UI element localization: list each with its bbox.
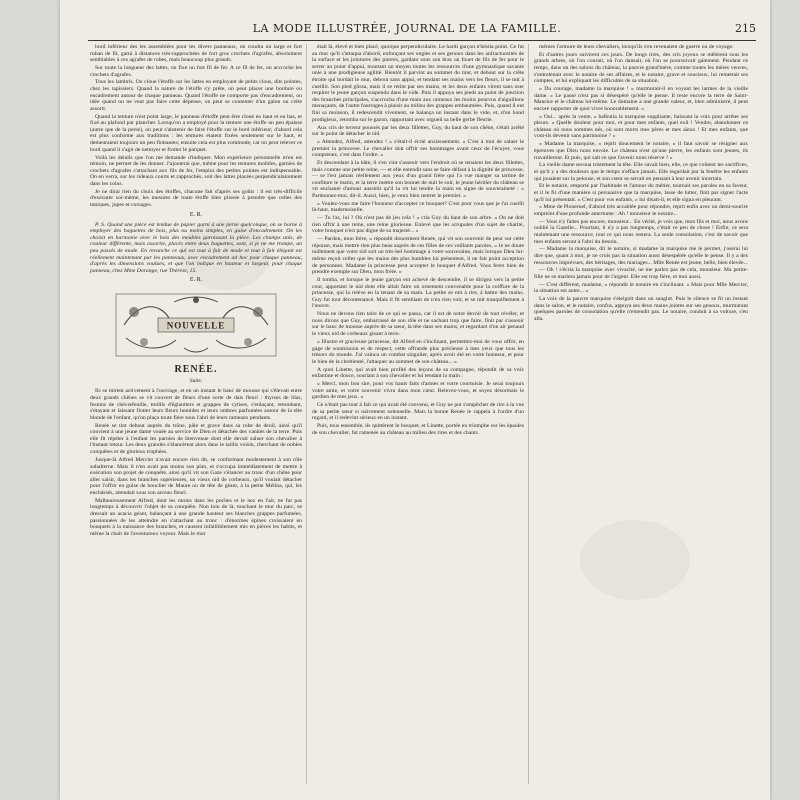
story-paragraph: « Du courage, madame la marquise ! » murmurait-il en voyant les larmes de la vieille dame. « Le passé n'est pas si désespéré qu'elle le pense. Il reste encore la terre de Saint-Maurice et le château lui-même. Le domaine a une grande valeur, et, bien administré, il peut encore rapporter de quoi vivre honorablement. » (534, 86, 748, 112)
header-rule (88, 40, 756, 41)
journal-title: LA MODE ILLUSTRÉE, JOURNAL DE LA FAMILLE. (252, 21, 562, 35)
story-subtitle: Suite. (189, 377, 203, 384)
column-divider (528, 44, 529, 784)
story-paragraph: — Pardon, mon frère, » répondit doucement Renée, qui vit son souvenir de peur sur cette réponse, mais mettre rien plus beau auprès de ces filles de ces vaillants paroles, « Je ne doute nullement que votre nid soit un très-bel hommage à votre souveraine, mais lorsque Dieu lui-même reçoit celles que les mains des plus humbles lui présentent, il ne fait point acception de personnes. Madame la princesse peut accepter le bouquet d'Alfred. Vous ferez bien de prendre exemple sur Dieu, mon frère. » (312, 236, 524, 276)
story-paragraph: Il tomba, et lorsque le jeune garçon eut achevé de descendre, il se dirigea vers la petite cour, apportant le nid dont elle allait faire un ornement convenable pour la coiffure de la princesse, qui la relève en la tenant de sa main. La petite se mit à rire, à battre des mains. Guy fut tout décontenancé. Mais il fit semblant de n'en rien voir, et se mit tranquillement à l'œuvre. (312, 277, 524, 310)
story-paragraph: « Merci, mon bon sire, pour vos hauts faits d'armes et votre courtoisie. Je serai toujours votre amie, et votre souvenir vivra dans mon cœur. Relevez-vous, et soyez désormais le gardien de mes jeux. » (312, 380, 524, 401)
story-paragraph: Ils se mirent activement à l'ouvrage, et en un instant le banc de mousse qui s'élevait entre deux grands chênes se vit couvert de fleurs d'une sorte de dais fleuri : thyrses de lilas, festons de chèvrefeuille, treillis d'églantiers et grappes de cytises, s'enlaçant, retombant, s'étayant et laissant flotter leurs fleurs humides et leurs ombres parfumées autour de la tête blonde de l'enfant, qu'on plaça toute fière sous l'abri de leurs rameaux pendants. (90, 388, 302, 421)
story-paragraph: « Mme de Plouernel, d'abord très accablée pour répondre, reprit enfin avec un demi-sourire empreint d'une profonde amertume : Ah ! monsieur le notaire... (534, 204, 748, 217)
story-paragraph: Malheureusement Alfred, dont les moins dans les poches et le nez en l'air, ne fut pas longtemps à découvrir l'objet de sa conquête. Non loin de là, touchant le mur du parc, se dressait un acacia géant, balançant à une grande hauteur ses blanches grappes parfumées, passionnées de les atteindre en s'attachant au tronc : d'énormes épines croissaient en bouquets à la naissance des branches, et causent infailliblement mis en pièces les habits, et même la chair de l'aventureux voyeur. Mais le mur (90, 497, 302, 537)
story-paragraph: La vieille dame secoua tristement la tête. Elle savait bien, elle, ce que coûtent les sacrifices, et qu'il y a des douleurs que le temps n'efface jamais. Elle regardait par la fenêtre les enfants qui jouaient sur la pelouse, et son cœur se serrait en pensant à leur avenir incertain. (534, 162, 748, 182)
story-paragraph: Aux cris de terreur poussés par les deux fillettes, Guy, du haut de son chêne, s'était arrêté sur le point de détacher le nid. (312, 124, 524, 138)
article-paragraph: Je ne dirai rien du choix des étoffes, chacune fait d'après ses goûts : il est très-difficile d'exécuter soi-même, les mesures de toute étoffe bien plissée à prendre que celles des tuniques, jupes et corsages. (90, 188, 302, 208)
story-paragraph: — Madame la marquise, dit le notaire, si madame la marquise me le permet, j'oserai lui dire que, quant à moi, je ne crois pas la situation aussi désespérée qu'elle le pense. Il y a des ressources imprévues, des héritages, des mariages... Mlle Renée est jeune, belle, bien élevée... (534, 246, 748, 266)
story-paragraph: « Illustre et gracieuse princesse, dit Alfred en s'inclinant, permettez-moi de vous offrir, en gage de soumission et de respect, cette offrande plus précieuse à mes yeux que tous les trésors du monde. J'ai vaincu un combat singulier, après avoir été en votre honneur, et pour le bien de la chrétienté, l'attaquer au sommet de son château... » (312, 338, 524, 365)
story-paragraph: La voix de la pauvre marquise s'éteignit dans un sanglot. Puis le silence se fit un instant dans le salon, et le notaire, confus, appuya ses deux mains jointes sur ses genoux, murmurant quelques paroles de consolation qu'elle n'entendit pas. Le notaire, conduit à sa voiture, s'en alla. (534, 296, 748, 323)
nouvelle-ornament (114, 290, 278, 360)
foliage-icon (253, 307, 263, 317)
story-paragraph: « Attendez, Alfred, attendez ! » s'était-il écrié anxieusement. « C'est à moi de saluer le premier la princesse. Le chevalier doit offrir ses hommages avant ceux de l'écuyer, vous comprenez, c'est dans l'ordre. » (312, 138, 524, 159)
story-paragraph: Renée se tint debout auprès du trône, pâle et grave dans sa robe de deuil, ainsi qu'il convient à une jeune dame vouée au service de Dieu et détachée des vanités de la terre. Puis elle fit répéter à l'enfant les paroles de bienvenue dont elle devait saluer son chevalier à l'instant retour. Les deux grandes s'élancèrent alors dans le taillis voisin, cherchant de nobles conquêtes et de glorieux trophées. (90, 422, 302, 456)
story-paragraph: « Madame la marquise, » reprit doucement le notaire, « il faut savoir se résigner aux épreuves que Dieu nous envoie. Le château n'est qu'une pierre, les enfants sont jeunes, ils travailleront. Et puis, qui sait ce que l'avenir nous réserve ? » (534, 141, 748, 161)
story-paragraph: mêmes l'armure de leurs chevaliers, lorsqu'ils s'en revenaient de guerre ou de voyage. (539, 44, 734, 50)
story-paragraph: Jusque-là Alfred Mercier n'avait encore rien dit, se conformant modestement à son rôle subalterne. Mais il n'en avait pas moins son plan, et s'occupa immédiatement de mettre à exécution son projet de conquête, ainsi qu'il vit son Gaze s'élancer au tronc d'un chêne pour aller saisir, dans les branches supérieures, un vieux nid de corbeaux, qu'il voulait détacher pour l'offrir en guise de bouclier de Maure ou de tête de géant, à la petite Mélina, qui, les enchâssés, attendait sous son arceau fleuri. (90, 456, 302, 496)
column-middle (312, 44, 524, 784)
article-paragraph: Voilà les détails que l'on me demande d'indiquer. Mon expérience personnelle m'en est témoin, ne permet de les donner. J'ajouterai que, même pour les tentures mobiles, garnies de crochets d'agrafes s'attachant aux fils de fer, l'emploi des petites pointes est indispensable. On en verra, sur les rideaux courts et rapprochés, soit des lattes placées perpendiculairement dans les coins. (90, 154, 302, 187)
postscript-paragraph: P. S. Quand une pièce est tendue de papier garni à une perse quelconque, on se borne à employer des baguettes de bois, plus ou moins simples, en guise d'encadrement. On les choisit en harmonie avec le bois des meubles garnissant la pièce. Les champs unis, de couleur différente, mais assortie, placés entre deux baguettes, sont, si je ne me trompe, un peu passés de mode. En revanche ce qui est tout à fait de mode et tout à fait élégant est réellement maintenant par les panneaux, avec encadrement ad hoc pour chaque panneau, d'après les dimensions voulues, et que l'on indique en hauteur et largeur, pour chaque panneau, chez Mme Dorange, rue Thérèse, 15. (90, 221, 302, 274)
page-number: 215 (735, 21, 756, 35)
story-paragraph: « Oui... après la vente, » balbutia la marquise suppliante, baissant la voix pour arrêter ses pleurs. « Quelle douleur pour moi, et pour mes enfants, quel exil ! Vendre, abandonner ce château où nous sommes nés, où sont morts mes pères et mes aïeux ! Et mes enfants, que vont-ils devenir sans patrimoine ? » (534, 113, 748, 140)
story-paragraph: Ce n'était pas tout à fait ce qui avait été convenu, et Guy ne put s'empêcher de rire à la vue de sa petite sœur si naïvement solennelle. Mais la bonne Renée le rappela à l'ordre d'un regard, et il redevint sérieux en un instant. (312, 401, 524, 422)
column-right (534, 44, 748, 784)
story-paragraph: Et d'autres jours suivirent ces jours. De longs rires, des cris joyeux se mêlèrent sous les grands arbres, où l'on courait, où l'on dansait, où l'on se poursuivait gaiement. Pendant ce temps, dans un des salons du château, la pauvre grand'mère, comme toutes les mères veuves, s'entretenait avec le notaire de ses affaires, et le notaire, grave et soucieux, lui remettait ses comptes, et lui expliquait les difficultés de sa situation. (534, 51, 748, 85)
author-signature: E. R. (189, 277, 203, 284)
story-paragraph: — C'est différent, madame, » répondit le notaire en s'inclinant. « Mais pour Mlle Mercier, la situation est autre... » (534, 281, 748, 295)
article-paragraph: Quand la tenture n'est point large, le panneau d'étoffe peut être cloué en haut et en bas, et fixé au plafond par plancher. Lorsqu'on a employé pour la tenture une étoffe un peu épaisse (autre que de la perse), on peut s'abstenir de faire l'étoffe sur le bord inférieur; d'abord cela est plus conforme aux traditions : les tentures étaient fixées seulement sur le haut, et demeuraient toujours un peu flottantes; ensuite cela est plus commode, car on peut relever ce bord quand il s'agit de nettoyer et frotter le parquet. (90, 113, 302, 153)
story-paragraph: « Voulez-vous me faire l'honneur d'accepter ce bouquet? C'est pour vous que je l'ai cueilli là-haut, mademoiselle. (312, 200, 524, 214)
rosette-icon (193, 297, 199, 303)
foliage-icon (129, 307, 139, 317)
page-header (88, 18, 756, 38)
story-paragraph: Et le notaire, emporté par l'habitude et l'amour du métier, tournait ses paroles en sa faveur, et il le fit d'une manière si persuasive que la marquise, lasse de lutter, finit par signer l'acte qu'il lui présentait. « C'est pour vos enfants, » lui disait-il, et elle signa en pleurant. (534, 183, 748, 203)
story-title: RENÉE. (174, 364, 218, 376)
column-left (90, 44, 302, 784)
story-paragraph: Nous ne devons rien taire de ce qui se passa, car il est de notre devoir de tout révéler, et nous dirons que Guy, embarrassé de son rôle et ne sachant trop que faire, finit par s'asseoir sur le banc de mousse auprès de sa sœur, la tête dans ses mains, et regardant d'un air penaud le vieux nid de corbeaux gisant à terre. (312, 311, 524, 338)
story-paragraph: était là, élevé et bien placé, quoique perpendiculaire. Le hardi garçon n'hésita point. Ce fut au mur qu'il s'attaqua d'abord, enfonçant ses ongles et ses genoux dans les anfractuosités de la surface et les jointures des pierres, gardant sous son bras un fouet de fils de fer pour le serrer au point d'appui, montant un moyen toutes les ressources d'une gymnastique savante unie à une prodigieuse agilité. Bientôt il parvint au sommet du mur, et debout sur la crête étroite qui bordait le mur, debout sans appui, et tendant ses mains vers les fleurs, il se mit à cueillir. Son pied glissa, mais il se retint par ses mains, et les deux enfants virent sans oser respirer le jeune garçon suspendu dans le vide. Puis il appuya ses pieds au point de jonction des branches principales, s'accrocha d'une main aux rameaux les moins pourvus d'aiguillons menaçants, de l'autre fourragea à plaisir au milieu des grappes embaumées. Puis, quand il eut fini sa moisson, il redescendit vivement, se balança un instant dans le vide, et, d'un bond prodigieux, retomba sur le gazon, rapportant avec orgueil sa belle gerbe fleurie. (312, 44, 524, 123)
article-paragraph: Sur toute la longueur des lattes, on fixe un fort fil de fer. A ce fil de fer, on accroche les crochets d'agrafes. (90, 65, 302, 78)
newspaper-page (60, 0, 770, 800)
story-paragraph: — Oh ! s'écria la marquise avec vivacité, ne me parlez pas de cela, monsieur. Ma petite-fille ne se mariera jamais pour de l'argent. Elle est trop fière, et moi aussi. (534, 267, 748, 280)
story-paragraph: Puis, tous ensemble, ils quittèrent le bosquet, et Linette, portée en triomphe sur les épaules de son chevalier, fut ramenée au château au milieu des rires et des chants. (312, 422, 524, 436)
story-paragraph: Et descendant à la hâte, il s'en vint s'asseoir vers l'endroit où se tenaient les deux fillettes, mais comme une petite reine, — et elle entendit sans se faire défaut à la dignité de princesse, — se l'est jamais réellement aux yeux d'un grand frère qui l'a vue manger sa tartine de confiture le matin, et la terre mettre son bonnet de nuit le soir, le jeune héritier du château se vit enchanté d'amour aussitôt qu'il la vit lui tendre la main en signe de souveraineté : « Pardonnez-moi, dit-il. Aussi, bien, je veux bien rentrer le premier. » (312, 159, 524, 199)
author-signature: E. R. (189, 211, 203, 218)
nouvelle-label: NOUVELLE (166, 320, 226, 331)
article-paragraph: Tous les lambris. On cloue l'étoffe sur les lattes en employant de petits clous, dits pointes, chez les tapissiers. Quand la nature de l'étoffe s'y prête, on peut placer une bordure ou encadrement autour de chaque panneau. Quand l'étoffe ne comporte pas d'encadrement, on idée quand on ne veut pas faire cette dépense, on peut se contenter d'un galon ou crête assorti. (90, 79, 302, 112)
story-paragraph: — Tu l'as, lui ? Où n'est pas de jeu cela ! » cria Guy du haut de son arbre. « On ne doit rien offrir à une reine, une reine glorieuse. Enlevé que les scrupules d'un sujet de charité, votre bouquet n'est pas digne de sa majesté... » (312, 215, 524, 235)
article-paragraph: bord inférieur des les assemblées pour les divers panneaux, on coudra un large et fort ruban de fil, garni à distances très-rapprochées de fort gros crochets d'agrafes, absolument semblables à ces agrafes de robes, mais beaucoup plus grands. (90, 44, 302, 64)
column-divider (306, 44, 307, 784)
story-paragraph: — Vous n'y faites pas encore, monsieur... En vérité, je vois que, mon fils et moi, nous avons oublié la Gazelle... Pourtant, il n'y a pas longtemps, c'était ce peu de chose ! Enfin, ce sera maintenant une ressource, tout ce qui nous restera. La seule consolation, c'est de savoir que mes enfants seront à l'abri du besoin. (534, 218, 748, 245)
story-paragraph: A quoi Linette, qui avait bien profité des leçons de sa compagne, répondit de sa voix enfantine et douce, souriant à son chevalier et lui tendant la main : (312, 366, 524, 380)
